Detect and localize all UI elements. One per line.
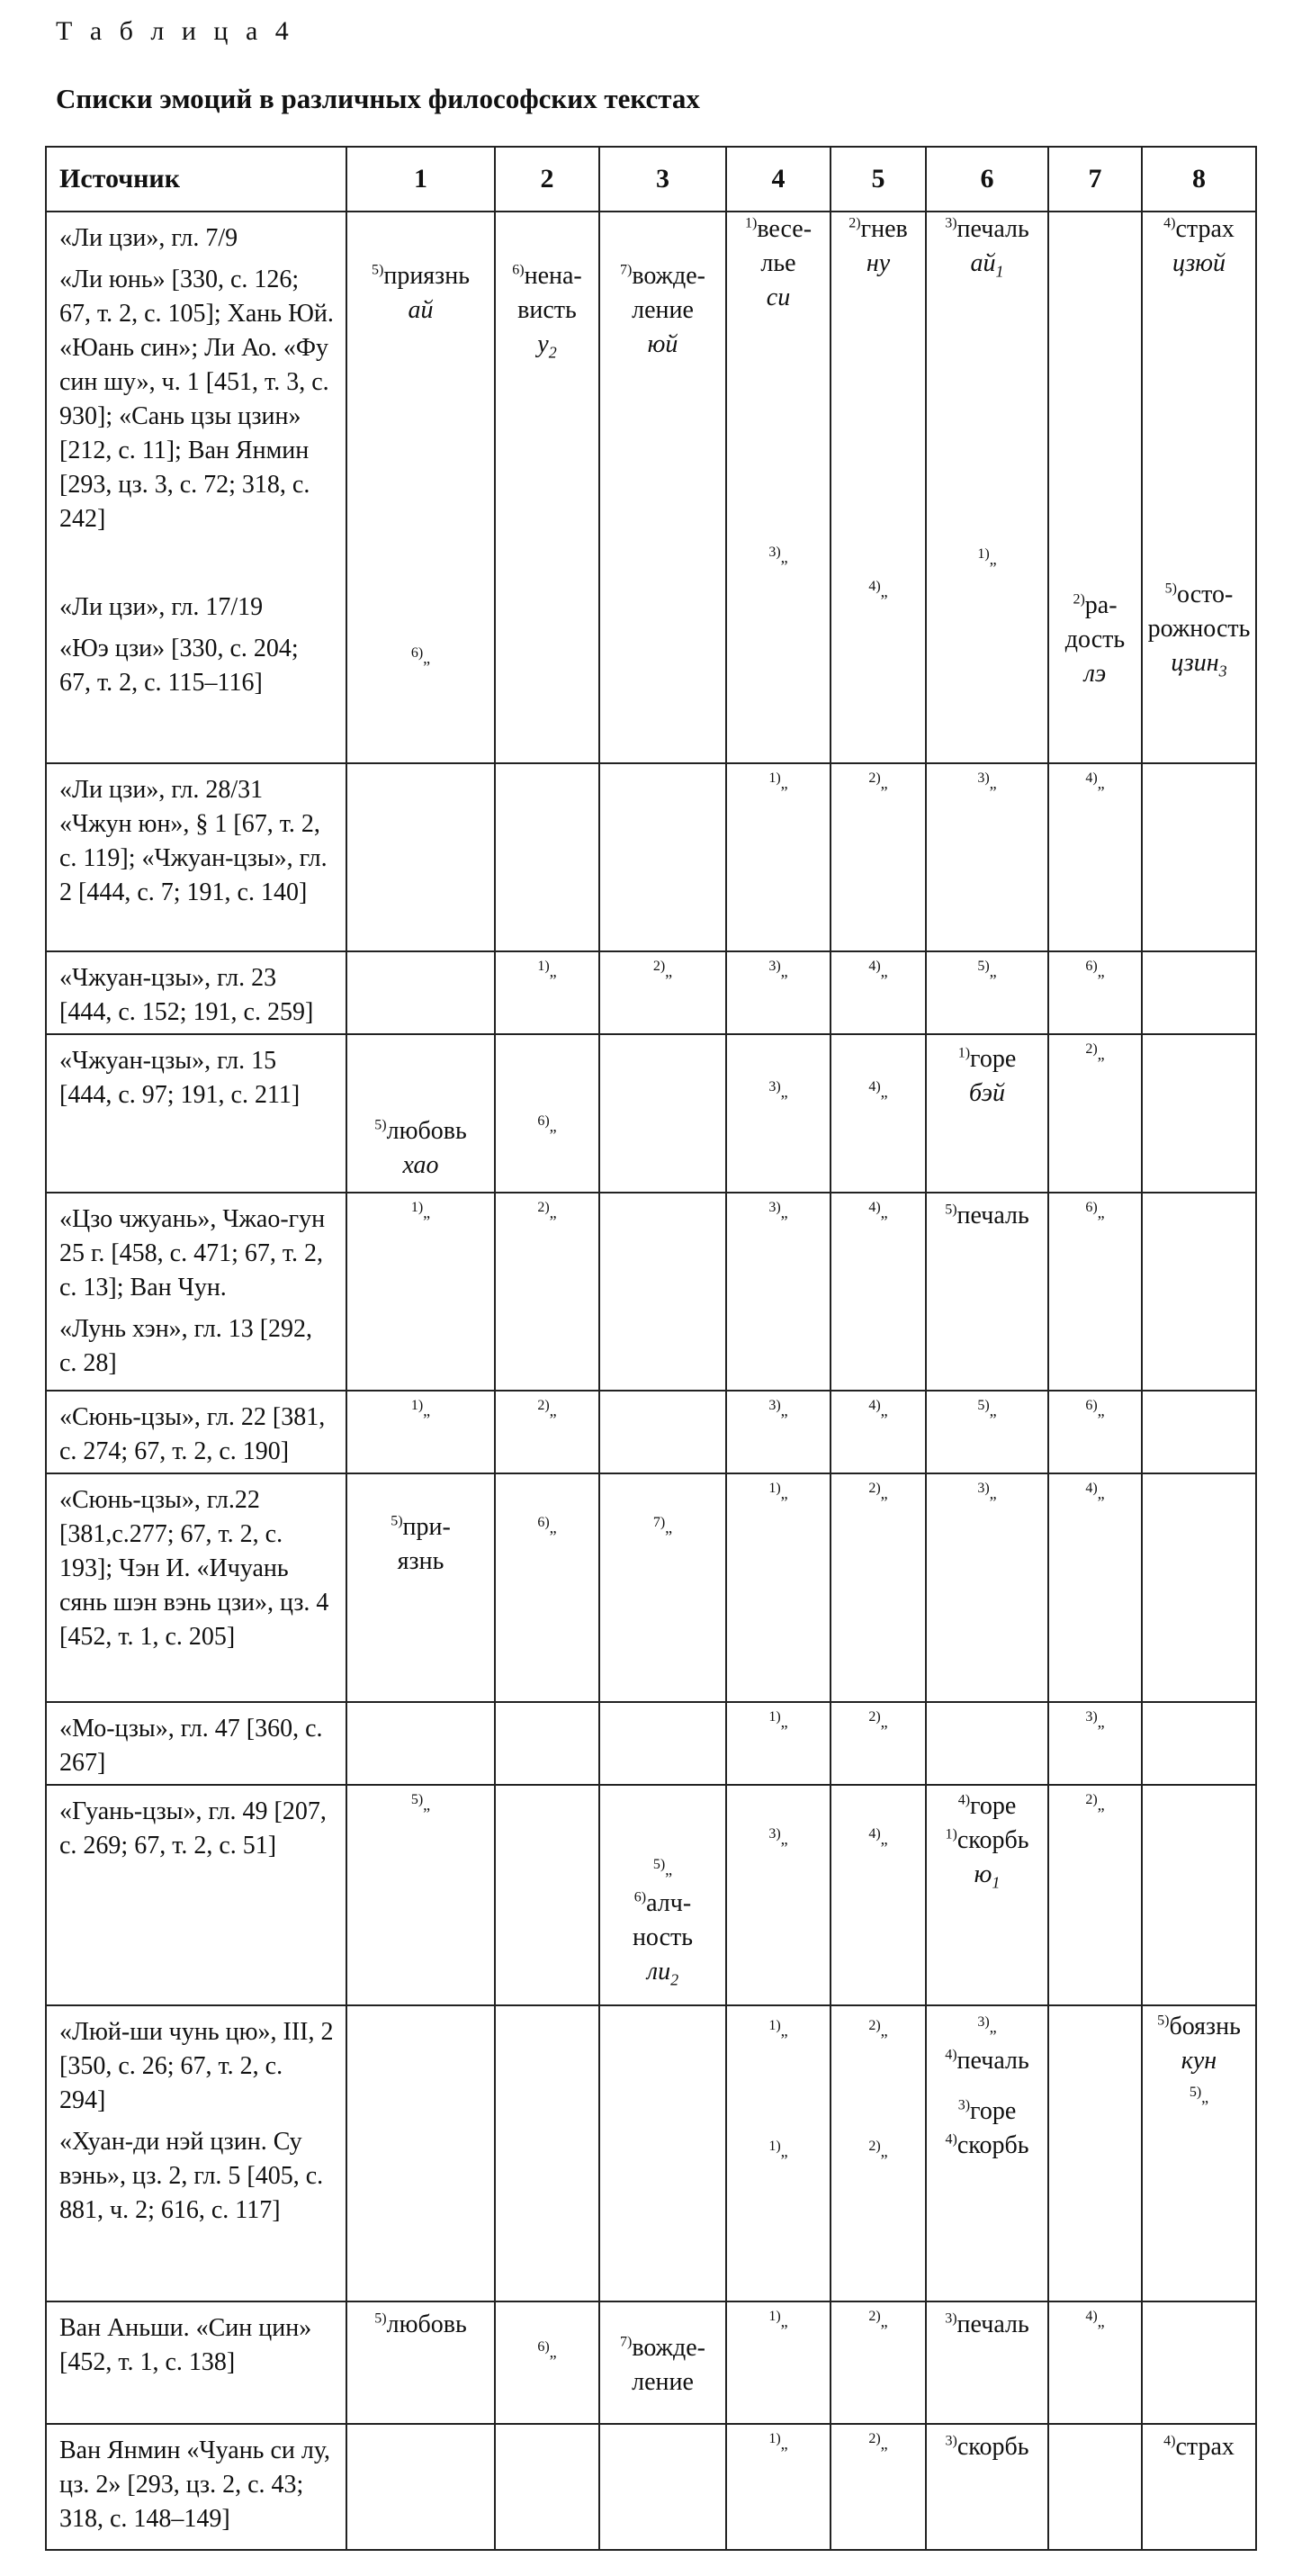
emotion-cell-7: $^{2)}$ра-дость лэ [1048, 212, 1142, 763]
emotion-cell-4: $^{1)}$„ [726, 2301, 831, 2424]
emotion-cell-1: $^{5)}$„ [346, 1785, 495, 2005]
source-cell: «Ли цзи», гл. 28/31 «Чжун юн», § 1 [67, т. 2, с. 119]; «Чжуан-цзы», гл. 2 [444, с. 7; 191, с. 140] [46, 763, 346, 951]
emotion-cell-1: $^{5)}$приязнь ай $^{6)}$„ [346, 212, 495, 763]
col-header-2: 2 [495, 147, 599, 212]
emotion-cell-5: $^{4)}$„ [831, 1785, 926, 2005]
emotion-cell-8 [1142, 1473, 1256, 1702]
source-cell: «Люй-ши чунь цю», III, 2 [350, с. 26; 67, т. 2, с. 294] «Хуан-ди нэй цзин. Су вэнь», цз. 2, гл. 5 [405, с. 881, ч. 2; 616, с. 117] [46, 2005, 346, 2301]
emotion-cell-2: $^{6)}$„ [495, 2301, 599, 2424]
emotion-cell-4: $^{1)}$„ [726, 1473, 831, 1702]
col-header-7: 7 [1048, 147, 1142, 212]
source-cell: «Сюнь-цзы», гл.22 [381,с.277; 67, т. 2, с. 193]; Чэн И. «Ичуань сянь шэн вэнь цзи», цз. 4 [452, т. 1, с. 205] [46, 1473, 346, 1702]
emotion-cell-6: $^{3)}$„ [926, 1473, 1048, 1702]
table-header-row [46, 147, 1256, 212]
emotion-cell-1 [346, 2424, 495, 2550]
emotion-cell-7: $^{4)}$„ [1048, 763, 1142, 951]
emotion-cell-6: $^{3)}$печаль [926, 2301, 1048, 2424]
emotion-cell-3 [599, 1702, 726, 1785]
emotion-cell-5: $^{2)}$„ $^{2)}$„ [831, 2005, 926, 2301]
emotion-cell-2: $^{6)}$нена-висть $у_2$ [495, 212, 599, 763]
emotion-cell-6: $^{3)}$„ $^{4)}$печаль $^{3)}$горе $^{4)}$скорбь [926, 2005, 1048, 2301]
source-cell: «Сюнь-цзы», гл. 22 [381, с. 274; 67, т. 2, с. 190] [46, 1391, 346, 1473]
emotion-cell-1 [346, 2005, 495, 2301]
emotion-cell-7 [1048, 2424, 1142, 2550]
emotion-cell-6: $^{5)}$„ [926, 951, 1048, 1034]
table-row [46, 1391, 1256, 1473]
emotion-cell-2 [495, 1785, 599, 2005]
emotion-cell-4: $^{3)}$„ [726, 951, 831, 1034]
emotion-cell-5: $^{4)}$„ [831, 1193, 926, 1391]
emotion-cell-3: $^{2)}$„ [599, 951, 726, 1034]
emotion-cell-6: $^{4)}$горе $^{1)}$скорбь $ю_1$ [926, 1785, 1048, 2005]
table-row [46, 1193, 1256, 1391]
emotion-cell-7: $^{2)}$„ [1048, 1034, 1142, 1193]
col-header-6: 6 [926, 147, 1048, 212]
emotion-cell-4: $^{3)}$„ [726, 1193, 831, 1391]
source-cell: «Ли цзи», гл. 7/9 «Ли юнь» [330, с. 126; 67, т. 2, с. 105]; Хань Юй. «Юань син»; Ли Ао. «Фу син шу», ч. 1 [451, т. 3, с. 930]; «Сань цзы цзин» [212, с. 11]; Ван Янмин [293, цз. 3, с. 72; 318, с. 242] «Ли цзи», гл. 17/19 «Юэ цзи» [330, с. 204; 67, т. 2, с. 115–116] [46, 212, 346, 763]
emotion-cell-5: $^{2)}$„ [831, 763, 926, 951]
table-label: Т а б л и ц а 4 [56, 16, 294, 46]
emotion-cell-7: $^{6)}$„ [1048, 1193, 1142, 1391]
col-header-5: 5 [831, 147, 926, 212]
emotion-cell-3: $^{7)}$„ [599, 1473, 726, 1702]
emotion-cell-6: $^{3)}$скорбь [926, 2424, 1048, 2550]
emotion-cell-6: $^{3)}$„ [926, 763, 1048, 951]
emotion-cell-6 [926, 1702, 1048, 1785]
emotion-cell-4: $^{1)}$весе-лье си $^{3)}$„ [726, 212, 831, 763]
emotion-cell-3 [599, 1034, 726, 1193]
emotion-cell-3 [599, 2424, 726, 2550]
source-cell: Ван Янмин «Чуань си лу, цз. 2» [293, цз. 2, с. 43; 318, с. 148–149] [46, 2424, 346, 2550]
col-header-8: 8 [1142, 147, 1256, 212]
table-row [46, 2424, 1256, 2550]
emotion-cell-1 [346, 1702, 495, 1785]
emotion-cell-8 [1142, 951, 1256, 1034]
emotion-cell-5: $^{2)}$„ [831, 2424, 926, 2550]
emotion-cell-8 [1142, 1785, 1256, 2005]
emotion-cell-7: $^{4)}$„ [1048, 1473, 1142, 1702]
emotion-cell-4: $^{1)}$„ [726, 2424, 831, 2550]
emotion-cell-4: $^{1)}$„ $^{1)}$„ [726, 2005, 831, 2301]
table-row [46, 1473, 1256, 1702]
emotion-cell-6: $^{1)}$горе бэй [926, 1034, 1048, 1193]
col-header-3: 3 [599, 147, 726, 212]
emotion-cell-3: $^{7)}$вожде-ление юй [599, 212, 726, 763]
emotion-cell-5: $^{2)}$„ [831, 1473, 926, 1702]
emotion-cell-8: $^{5)}$боязнь кун $^{5)}$„ [1142, 2005, 1256, 2301]
table-title: Списки эмоций в различных философских текстах [56, 83, 700, 114]
emotion-cell-4: $^{3)}$„ [726, 1034, 831, 1193]
source-cell: «Гуань-цзы», гл. 49 [207, с. 269; 67, т. 2, с. 51] [46, 1785, 346, 2005]
emotion-cell-1: $^{5)}$любовь [346, 2301, 495, 2424]
emotion-cell-3 [599, 1391, 726, 1473]
emotion-cell-5: $^{4)}$„ [831, 1034, 926, 1193]
emotion-cell-2: $^{1)}$„ [495, 951, 599, 1034]
table-row [46, 2301, 1256, 2424]
emotion-cell-6: $^{5)}$„ [926, 1391, 1048, 1473]
emotion-cell-6: $^{5)}$печаль [926, 1193, 1048, 1391]
emotion-cell-8 [1142, 1702, 1256, 1785]
emotion-cell-3: $^{7)}$вожде-ление [599, 2301, 726, 2424]
emotion-cell-1: $^{5)}$при-язнь [346, 1473, 495, 1702]
emotion-cell-8 [1142, 2301, 1256, 2424]
col-header-source: Источник [46, 147, 346, 212]
emotion-cell-2: $^{6)}$„ [495, 1034, 599, 1193]
source-cell: «Цзо чжуань», Чжао-гун 25 г. [458, с. 471; 67, т. 2, с. 13]; Ван Чун. «Лунь хэн», гл. 13 [292, с. 28] [46, 1193, 346, 1391]
table-row [46, 1034, 1256, 1193]
emotion-cell-8 [1142, 763, 1256, 951]
emotion-cell-2: $^{2)}$„ [495, 1391, 599, 1473]
emotion-cell-7: $^{6)}$„ [1048, 951, 1142, 1034]
emotion-cell-1: $^{1)}$„ [346, 1391, 495, 1473]
emotion-cell-2 [495, 1702, 599, 1785]
emotion-cell-7 [1048, 2005, 1142, 2301]
emotion-cell-2: $^{2)}$„ [495, 1193, 599, 1391]
emotion-cell-2 [495, 763, 599, 951]
emotion-cell-7: $^{4)}$„ [1048, 2301, 1142, 2424]
table-row [46, 2005, 1256, 2301]
emotion-cell-8 [1142, 1193, 1256, 1391]
emotion-cell-4: $^{3)}$„ [726, 1391, 831, 1473]
emotion-cell-5: $^{4)}$„ [831, 1391, 926, 1473]
table-row [46, 763, 1256, 951]
emotion-cell-7: $^{3)}$„ [1048, 1702, 1142, 1785]
emotion-cell-2: $^{6)}$„ [495, 1473, 599, 1702]
table-row [46, 1785, 1256, 2005]
emotion-cell-4: $^{1)}$„ [726, 763, 831, 951]
source-cell: «Мо-цзы», гл. 47 [360, с. 267] [46, 1702, 346, 1785]
emotion-cell-2 [495, 2005, 599, 2301]
source-cell: Ван Аньши. «Син цин» [452, т. 1, с. 138] [46, 2301, 346, 2424]
emotion-cell-3: $^{5)}$„ $^{6)}$алч-ность $ли_2$ [599, 1785, 726, 2005]
emotion-cell-1: $^{5)}$любовь хао [346, 1034, 495, 1193]
emotion-cell-4: $^{3)}$„ [726, 1785, 831, 2005]
table-row [46, 212, 1256, 763]
emotion-cell-5: $^{2)}$„ [831, 2301, 926, 2424]
col-header-1: 1 [346, 147, 495, 212]
emotion-cell-6: $^{3)}$печаль $ай_1$ $^{1)}$„ [926, 212, 1048, 763]
source-cell: «Чжуан-цзы», гл. 23 [444, с. 152; 191, с. 259] [46, 951, 346, 1034]
emotion-cell-7: $^{2)}$„ [1048, 1785, 1142, 2005]
emotion-cell-3 [599, 2005, 726, 2301]
emotions-table [45, 146, 1257, 2551]
emotion-cell-3 [599, 1193, 726, 1391]
emotion-cell-3 [599, 763, 726, 951]
emotion-cell-5: $^{4)}$„ [831, 951, 926, 1034]
table-row [46, 951, 1256, 1034]
emotion-cell-8: $^{4)}$страх [1142, 2424, 1256, 2550]
emotion-cell-1 [346, 951, 495, 1034]
emotion-cell-8 [1142, 1391, 1256, 1473]
emotion-cell-2 [495, 2424, 599, 2550]
table-row [46, 1702, 1256, 1785]
emotion-cell-5: $^{2)}$гнев ну $^{4)}$„ [831, 212, 926, 763]
emotion-cell-1: $^{1)}$„ [346, 1193, 495, 1391]
emotion-cell-8 [1142, 1034, 1256, 1193]
col-header-4: 4 [726, 147, 831, 212]
emotion-cell-5: $^{2)}$„ [831, 1702, 926, 1785]
emotion-cell-1 [346, 763, 495, 951]
emotion-cell-8: $^{4)}$страх цзюй $^{5)}$осто-рожность цзин$_3$ [1142, 212, 1256, 763]
emotion-cell-7: $^{6)}$„ [1048, 1391, 1142, 1473]
emotion-cell-4: $^{1)}$„ [726, 1702, 831, 1785]
source-cell: «Чжуан-цзы», гл. 15 [444, с. 97; 191, с. 211] [46, 1034, 346, 1193]
